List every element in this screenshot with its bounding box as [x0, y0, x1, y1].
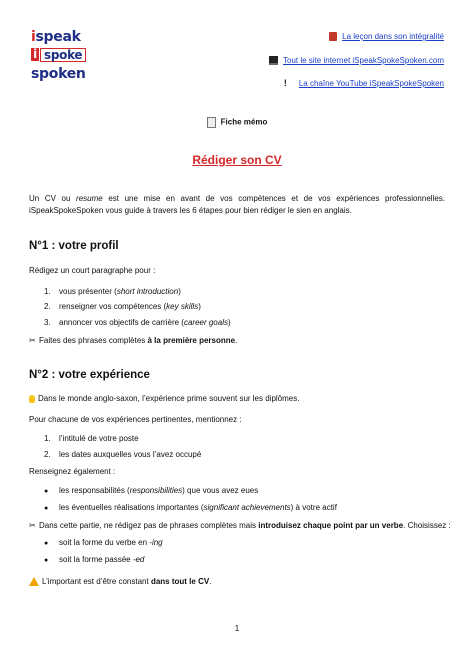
page-number: 1 — [234, 624, 240, 633]
list-item: ● les responsabilités (responsibilities) que vous avez eues — [44, 486, 259, 495]
section-heading-profile: N°1 : votre profil — [29, 240, 119, 252]
website-link[interactable] — [269, 55, 444, 66]
section1-tip: ✂ Faites des phrases complètes à la première personne. — [29, 336, 238, 345]
list-item: 1. l’intitulé de votre poste — [44, 434, 139, 443]
website-link-text[interactable]: Tout le site internet iSpeakSpokeSpoken.com — [283, 56, 444, 65]
youtube-link-text[interactable]: La chaîne YouTube iSpeakSpokeSpoken — [298, 79, 444, 88]
page-title: Rédiger son CV — [192, 153, 282, 167]
section2-lead: Pour chacune de vos expériences pertinentes, mentionnez : — [29, 415, 242, 424]
document-icon — [207, 117, 216, 128]
fiche-memo-text: Fiche mémo — [220, 117, 268, 127]
youtube-link[interactable] — [284, 78, 444, 89]
section1-lead: Rédigez un court paragraphe pour : — [29, 266, 156, 275]
logo-line-spoken: spoken — [31, 66, 86, 82]
scissors-icon: ✂ — [29, 336, 36, 345]
ispeakspokespoken-logo[interactable] — [31, 29, 93, 87]
section2-lead2: Renseignez également : — [29, 467, 116, 476]
logo-line-spoke: i spoke — [31, 48, 86, 62]
list-item: 2. renseigner vos compétences (key skills) — [44, 302, 201, 311]
list-item: ● soit la forme passée -ed — [44, 555, 145, 564]
intro-paragraph: Un CV ou resume est une mise en avant de vos compétences et de vos expériences professionnelles. iSpeakSpokeSpoken vous guide à travers les 6 étapes pour bien rédiger le sien en anglais. — [29, 194, 445, 215]
book-icon — [329, 32, 337, 41]
lesson-link[interactable] — [329, 31, 444, 42]
section2-warning: L’important est d’être constant dans tout le CV. — [29, 576, 211, 587]
section2-tip: ✂ Dans cette partie, ne rédigez pas de phrases complètes mais introduisez chaque point par un verbe. Choisissez : — [29, 521, 451, 530]
warning-icon — [29, 577, 39, 586]
fiche-memo-label — [0, 117, 474, 128]
list-item: 1. vous présenter (short introduction) — [44, 287, 181, 296]
section-heading-experience: N°2 : votre expérience — [29, 369, 150, 381]
list-item: ● soit la forme du verbe en -ing — [44, 538, 163, 547]
lesson-link-text[interactable]: La leçon dans son intégralité — [342, 32, 444, 41]
scissors-icon: ✂ — [29, 521, 36, 530]
list-item: 3. annoncer vos objectifs de carrière (career goals) — [44, 318, 231, 327]
lightbulb-icon — [29, 395, 35, 403]
list-item: 2. les dates auxquelles vous l’avez occupé — [44, 450, 202, 459]
laptop-icon — [269, 56, 278, 65]
list-item: ● les éventuelles réalisations importantes (significant achievements) à votre actif — [44, 503, 337, 512]
section2-note: Dans le monde anglo-saxon, l’expérience prime souvent sur les diplômes. — [29, 393, 299, 404]
logo-line-speak: ispeak — [31, 29, 81, 45]
exclamation-icon: ! — [283, 78, 287, 89]
